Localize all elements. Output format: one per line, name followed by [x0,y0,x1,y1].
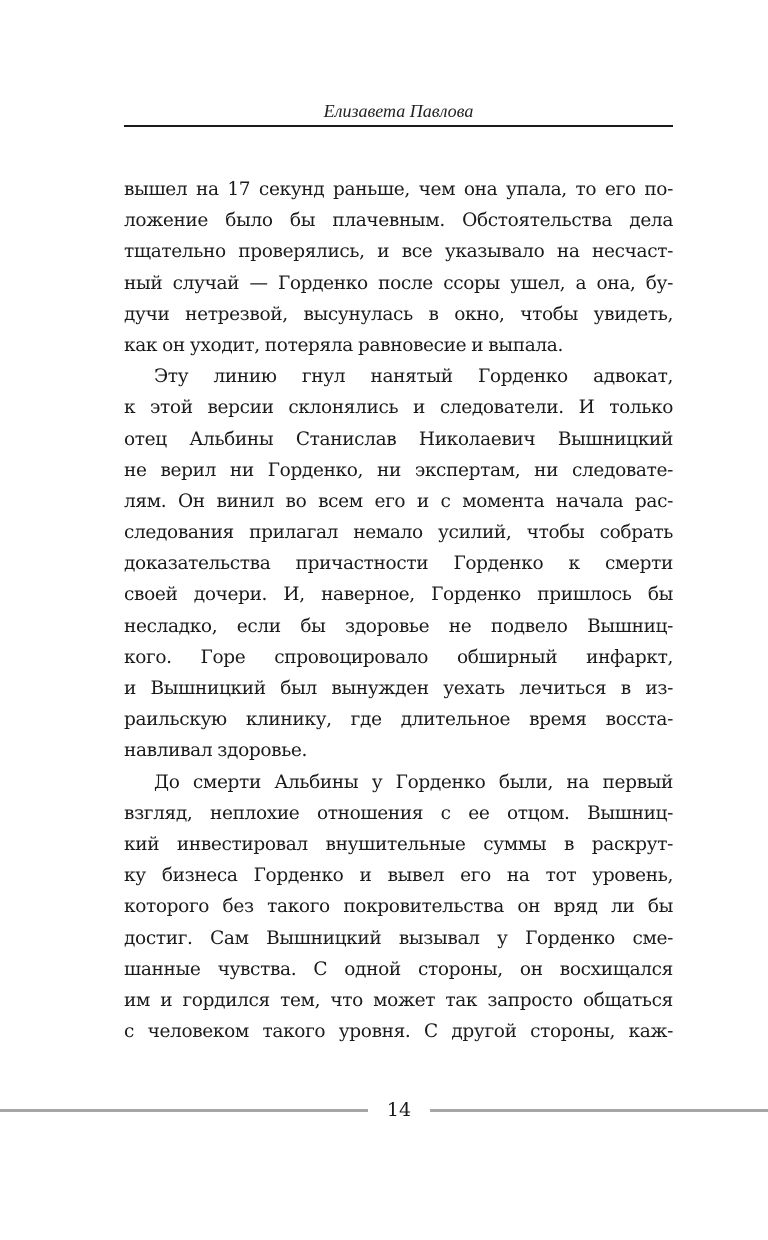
text-line: ложение было бы плачевным. Обстоятельства дела [124,210,673,232]
text-line: ный случай — Горденко после ссоры ушел, а она, бу- [124,272,673,294]
text-line: своей дочери. И, наверное, Горденко пришлось бы [124,584,673,606]
text-line: несладко, если бы здоровье не подвело Вышниц- [124,615,673,637]
text-line: доказательства причастности Горденко к смерти [124,553,673,575]
text-line: кий инвестировал внушительные суммы в раскрут- [124,833,673,855]
text-line: отец Альбины Станислав Николаевич Вышницкий [124,428,673,450]
running-head-author: Елизавета Павлова [323,101,474,121]
text-line: раильскую клинику, где длительное время восста- [124,709,673,731]
text-line: шанные чувства. С одной стороны, он восхищался [124,958,673,980]
text-line: к этой версии склонялись и следователи. И только [124,397,673,419]
text-line: следования прилагал немало усилий, чтобы собрать [124,522,673,544]
text-line: вышел на 17 секунд раньше, чем она упала, то его по- [124,179,673,200]
text-line: как он уходит, потеряла равновесие и выпала. [124,334,563,356]
footer-rule-left [0,1109,368,1112]
text-line: достиг. Сам Вышницкий вызывал у Горденко сме- [124,927,673,949]
text-line: не верил ни Горденко, ни экспертам, ни следовате- [124,459,673,481]
text-line: взгляд, неплохие отношения с ее отцом. Вышниц- [124,802,673,824]
text-line: им и гордился тем, что может так запросто общаться [124,989,673,1011]
text-line: и Вышницкий был вынужден уехать лечиться в из- [124,678,673,699]
text-line: ку бизнеса Горденко и вывел его на тот уровень, [124,865,673,887]
body-text [124,174,673,1047]
page-number: 14 [386,1099,412,1121]
footer-rule-right [430,1109,768,1112]
text-line: тщательно проверялись, и все указывало на несчаст- [124,241,673,263]
text-line: лям. Он винил во всем его и с момента начала рас- [124,490,673,512]
text-line: дучи нетрезвой, высунулась в окно, чтобы увидеть, [124,303,673,325]
header-rule [124,125,673,127]
text-line: Эту линию гнул нанятый Горденко адвокат, [154,366,673,388]
text-line: навливал здоровье. [124,740,308,762]
text-line: которого без такого покровительства он вряд ли бы [124,896,673,918]
text-line: кого. Горе спровоцировало обширный инфаркт, [124,646,673,668]
text-line: До смерти Альбины у Горденко были, на первый [154,771,673,793]
text-line: с человеком такого уровня. С другой стороны, каж- [124,1021,673,1043]
